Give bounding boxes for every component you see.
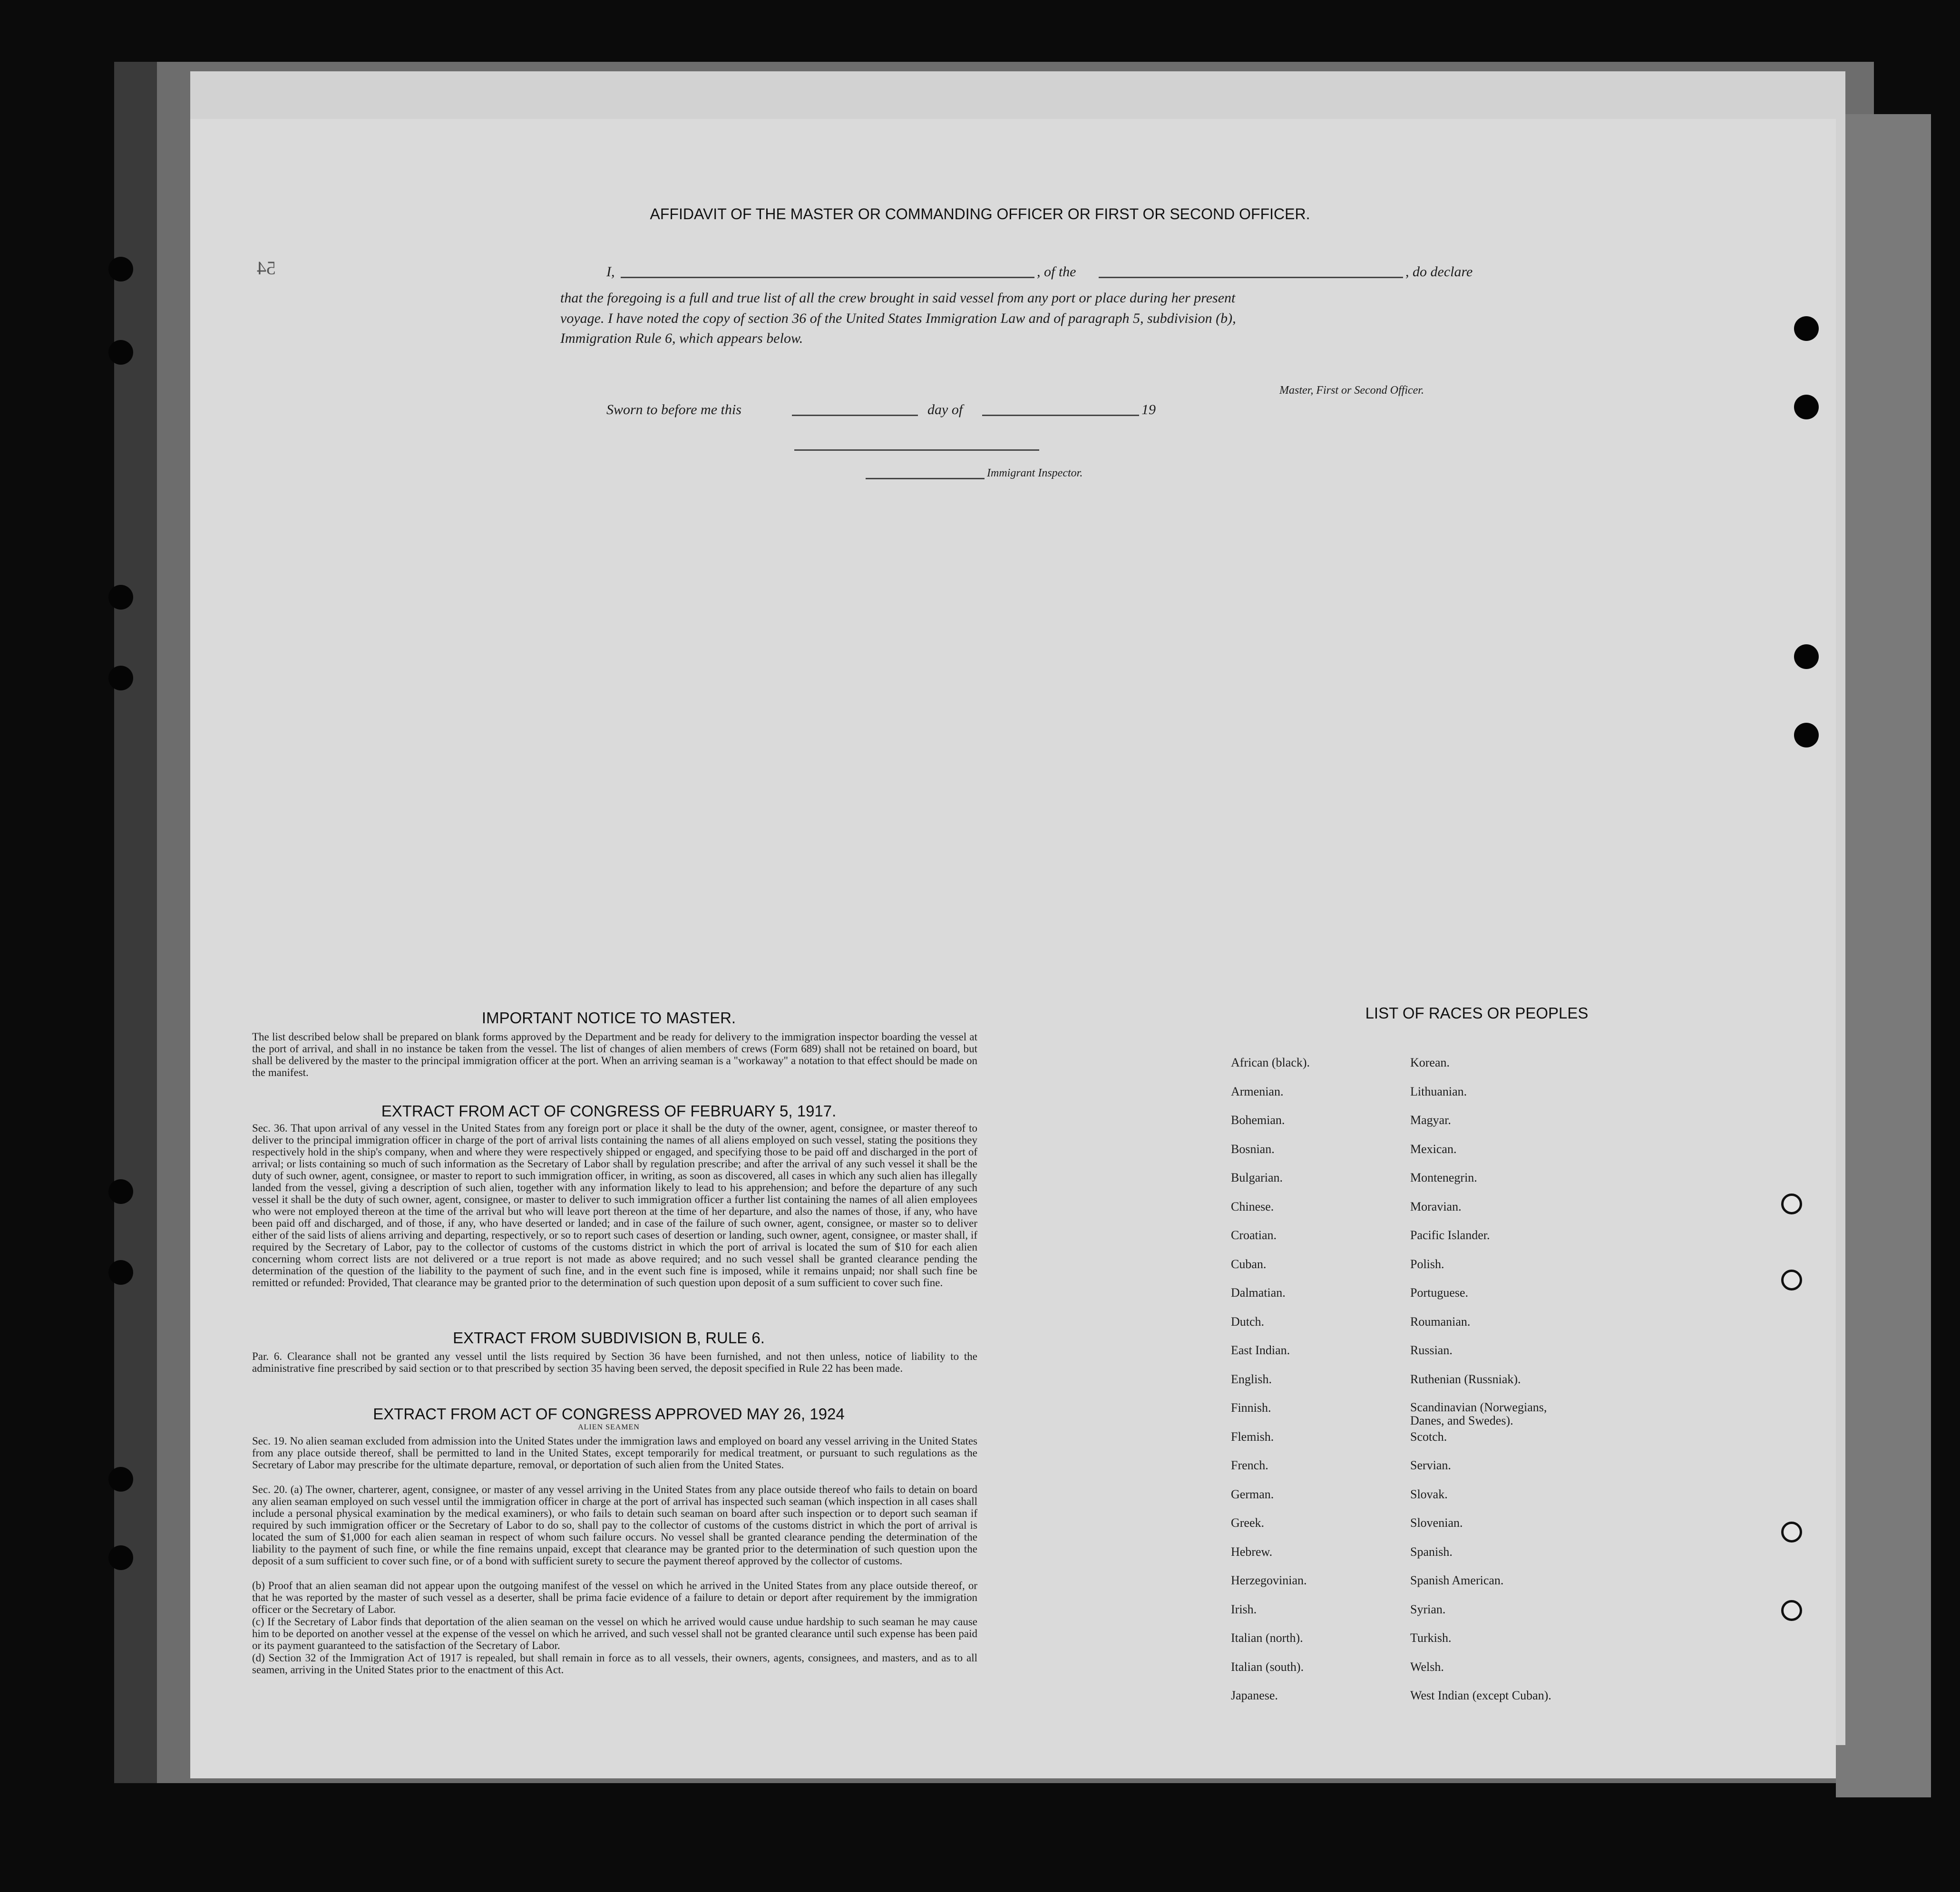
race-entry: Ruthenian (Russniak). [1410, 1372, 1521, 1386]
extract-1917-body: Sec. 36. That upon arrival of any vessel in the United States from any foreign port or place it shall be the duty of the owner, agent, consignee, or master thereof to deliver to the principal immigration officer in charge of the port of arrival lists containing the names of all aliens employed on such vessel, stating the positions they respectively hold in the ship's company, when and where they were respectively shipped or engaged, and specifying those to be paid off and discharged in the port of arrival; or lists containing so much of such information as the Secretary of Labor shall by regulation prescribe; and after the arrival of any such vessel it shall be the duty of such owner, agent, consignee, or master to report to such immigration officer, in writing, as soon as discovered, all cases in which any such alien has illegally landed from the vessel, giving a description of such alien, together with any information likely to lead to his apprehension; and before the departure of any such vessel it shall be the duty of such owner, agent, consignee, or master to deliver to such immigration officer a further list containing the names of all alien employees who were not employed thereon at the time of the arrival but who will leave port thereon at the time of her departure, and also the names of those, if any, who have been paid off and discharged, and of those, if any, who have deserted or landed; and in case of the failure of such owner, agent, consignee, or master so to deliver either of the said lists of aliens arriving and departing, respectively, or so to report such cases of desertion or landing, such owner, agent, consignee, or master shall, if required by the Secretary of Labor, pay to the collector of customs of the customs district in which the port of arrival is located the sum of $10 for each alien concerning whom correct lists are not delivered or a true report is not made as above required; and no such vessel shall be granted clearance pending the determination of the question of the liability to the payment of such fine, and in the event such fine is imposed, while it remains unpaid; nor shall such fine be remitted or refunded: Provided, That clearance may be granted prior to the determination of such question upon deposit of a sum sufficient to cover such fine. [252, 1122, 977, 1289]
race-entry: East Indian. [1231, 1343, 1290, 1357]
race-entry: Italian (south). [1231, 1659, 1304, 1674]
race-entry: Bosnian. [1231, 1142, 1275, 1156]
race-entry: Bohemian. [1231, 1113, 1285, 1127]
margin-page-number: 54 [257, 257, 276, 279]
race-entry: Chinese. [1231, 1199, 1274, 1213]
month-blank-line [982, 415, 1139, 416]
binder-hole [1794, 723, 1819, 747]
races-left-column [1231, 1056, 1421, 1721]
races-right-column [1410, 1056, 1600, 1721]
race-entry: Italian (north). [1231, 1631, 1303, 1645]
extract-rule6-title: EXTRACT FROM SUBDIVISION B, RULE 6. [453, 1329, 765, 1347]
race-entry: Polish. [1410, 1257, 1444, 1271]
race-entry: Servian. [1410, 1458, 1451, 1472]
sworn-label: Sworn to before me this [606, 402, 741, 417]
race-entry: Roumanian. [1410, 1314, 1471, 1329]
day-of-label: day of [927, 402, 963, 417]
extract-1924-title: EXTRACT FROM ACT OF CONGRESS APPROVED MAY 26, 1924 [373, 1405, 845, 1423]
race-entry: Dutch. [1231, 1314, 1265, 1329]
race-entry: Scandinavian (Norwegians, Danes, and Swedes). [1410, 1400, 1547, 1427]
race-entry: Herzegovinian. [1231, 1573, 1307, 1587]
master-signature-label: Master, First or Second Officer. [1279, 384, 1424, 397]
name-blank-line [621, 277, 1034, 278]
affidavit-do-declare: , do declare [1405, 264, 1473, 280]
race-entry: Japanese. [1231, 1688, 1278, 1702]
binder-hole [108, 1179, 133, 1204]
race-entry: Mexican. [1410, 1142, 1457, 1156]
race-entry: Turkish. [1410, 1631, 1452, 1645]
race-entry: Spanish. [1410, 1544, 1453, 1559]
race-entry: French. [1231, 1458, 1268, 1472]
race-entry: Cuban. [1231, 1257, 1267, 1271]
race-entry: Dalmatian. [1231, 1286, 1286, 1300]
affidavit-i-label: I, [606, 264, 615, 280]
binder-hole [1781, 1193, 1802, 1214]
extract-1924-sec19: Sec. 19. No alien seaman excluded from admission into the United States under the immigration laws and employed on board any vessel arriving in the United States from any place outside thereof, shall be permitted to land in the United States, except temporarily for medical treatment, or pursuant to such regulations as the Secretary of Labor may prescribe for the ultimate departure, removal, or deportation of such alien from the United States. [252, 1435, 977, 1471]
race-entry: African (black). [1231, 1056, 1310, 1069]
affidavit-body-line: Immigration Rule 6, which appears below. [560, 330, 803, 346]
race-entry: Moravian. [1410, 1199, 1462, 1213]
race-entry: Irish. [1231, 1602, 1257, 1616]
race-entry: Spanish American. [1410, 1573, 1504, 1587]
affidavit-of-the: , of the [1037, 264, 1076, 280]
day-blank-line [792, 415, 918, 416]
extract-1924-sec20a: Sec. 20. (a) The owner, charterer, agent, consignee, or master of any vessel arriving in the United States from any place outside thereof who fails to detain on board any alien seaman employed on such vessel until the immigration officer in charge at the port of arrival has inspected such seaman (which inspection in all cases shall include a personal physical examination by the medical examiners), or who fails to detain such seaman on board after such inspection or to deport such seaman if required by such immigration officer or the Secretary of Labor to do so, shall pay to the collector of customs of the customs district in which the port of arrival is located the sum of $1,000 for each alien seaman in respect of whom such failure occurs. No vessel shall be granted clearance pending the determination of the liability to the payment of such fine, or while the fine remains unpaid, except that clearance may be granted prior to the determination of such question upon the deposit of a sum sufficient to cover such fine, or of a bond with sufficient surety to secure the payment thereof approved by the collector of customs. [252, 1484, 977, 1567]
binder-hole [108, 1467, 133, 1492]
binder-hole [108, 257, 133, 281]
race-entry: Scotch. [1410, 1429, 1447, 1444]
race-entry: Welsh. [1410, 1659, 1444, 1674]
extract-1924-sec20c: (c) If the Secretary of Labor finds that deportation of the alien seaman on the vessel on which he arrived would cause undue hardship to such seaman he may cause him to be deported on another vessel at the expense of the vessel on which he arrived, and such vessel shall not be granted clearance until such expense has been paid or its payment guaranteed to the satisfaction of the Secretary of Labor. [252, 1616, 977, 1651]
binder-hole [108, 1260, 133, 1285]
race-entry: Portuguese. [1410, 1286, 1469, 1300]
race-entry: Armenian. [1231, 1084, 1284, 1098]
race-entry: Pacific Islander. [1410, 1228, 1490, 1242]
race-entry: West Indian (except Cuban). [1410, 1688, 1551, 1702]
extract-1924-sec20b: (b) Proof that an alien seaman did not appear upon the outgoing manifest of the vessel on which he arrived in the United States from any place outside thereof, or that he was reported by the master of such vessel as a deserter, shall be prima facie evidence of a failure to detain or deport after requirement by the immigration officer or the Secretary of Labor. [252, 1580, 977, 1615]
binder-spine [114, 62, 157, 1783]
inspector-label: Immigrant Inspector. [987, 467, 1083, 479]
page-stack-edge [1836, 114, 1931, 1797]
race-entry: Finnish. [1231, 1401, 1271, 1415]
affidavit-title: AFFIDAVIT OF THE MASTER OR COMMANDING OFFICER OR FIRST OR SECOND OFFICER. [650, 205, 1310, 223]
race-entry: Bulgarian. [1231, 1171, 1283, 1184]
binder-hole [108, 1545, 133, 1570]
races-title: LIST OF RACES OR PEOPLES [1365, 1004, 1589, 1022]
race-entry: Syrian. [1410, 1602, 1446, 1616]
vessel-blank-line [1099, 277, 1403, 278]
binder-hole [1781, 1270, 1802, 1290]
race-entry: Russian. [1410, 1343, 1453, 1357]
race-entry: English. [1231, 1372, 1272, 1386]
affidavit-body-line: voyage. I have noted the copy of section 36 of the United States Immigration Law and of paragraph 5, subdivision (b), [560, 310, 1236, 326]
race-entry: Slovenian. [1410, 1516, 1463, 1530]
race-entry: Hebrew. [1231, 1544, 1273, 1559]
inspector-name-line [866, 478, 985, 479]
race-entry: Flemish. [1231, 1429, 1274, 1444]
extract-1924-subtitle: ALIEN SEAMEN [578, 1423, 640, 1431]
binder-hole [1794, 395, 1819, 419]
race-entry: Slovak. [1410, 1487, 1448, 1501]
extract-1924-sec20d: (d) Section 32 of the Immigration Act of 1917 is repealed, but shall remain in force as to all vessels, their owners, agents, consignees, and masters, and as to all seamen, arriving in the United States prior to the enactment of this Act. [252, 1652, 977, 1676]
binder-hole [1781, 1600, 1802, 1621]
affidavit-body-line: that the foregoing is a full and true list of all the crew brought in said vessel from any port or place during her present [560, 290, 1236, 306]
binder-hole [1794, 316, 1819, 341]
binder-hole [108, 340, 133, 365]
year-label: 19 [1141, 402, 1156, 417]
notice-title: IMPORTANT NOTICE TO MASTER. [481, 1009, 736, 1027]
race-entry: German. [1231, 1487, 1274, 1501]
binder-hole [1781, 1522, 1802, 1543]
binder-hole [108, 666, 133, 690]
race-entry: Magyar. [1410, 1113, 1451, 1127]
binder-hole [108, 585, 133, 610]
inspector-signature-line [794, 449, 1039, 451]
binder-hole [1794, 644, 1819, 669]
race-entry: Montenegrin. [1410, 1171, 1477, 1184]
race-entry: Lithuanian. [1410, 1084, 1467, 1098]
extract-rule6-body: Par. 6. Clearance shall not be granted any vessel until the lists required by Section 36 have been furnished, and not then unless, notice of liability to the administrative fine prescribed by said section or to that prescribed by section 35 having been served, the deposit specified in Rule 22 has been made. [252, 1350, 977, 1374]
race-entry: Korean. [1410, 1056, 1450, 1069]
notice-body: The list described below shall be prepared on blank forms approved by the Department and be ready for delivery to the immigration inspector boarding the vessel at the port of arrival, and shall in no instance be taken from the vessel. The list of changes of alien members of crews (Form 689) shall not be retained on board, but shall be delivered by the master to the principal immigration officer at the port. When an arriving seaman is a "workaway" a notation to that effect should be made on the manifest. [252, 1031, 977, 1078]
race-entry: Croatian. [1231, 1228, 1277, 1242]
extract-1917-title: EXTRACT FROM ACT OF CONGRESS OF FEBRUARY 5, 1917. [381, 1102, 837, 1120]
race-entry: Greek. [1231, 1516, 1265, 1530]
